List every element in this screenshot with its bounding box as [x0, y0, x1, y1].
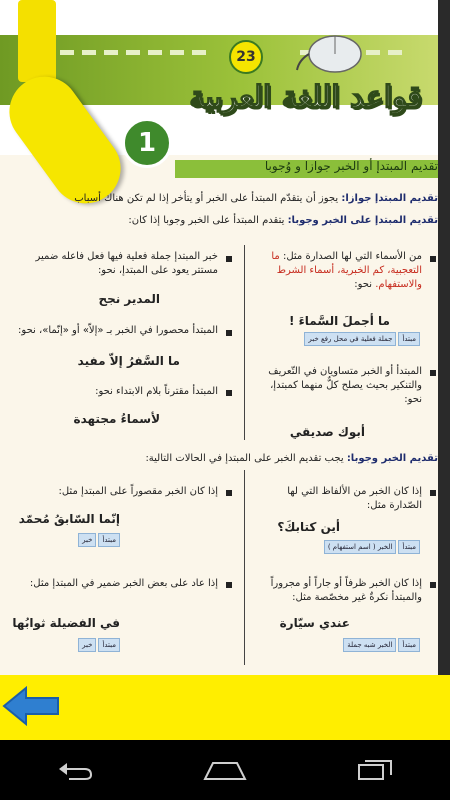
intro-line-2: [13, 214, 438, 228]
subject-left-example-3: لأسماءُ مجتهدة: [73, 412, 160, 426]
intro-line-2-label: تقديم المبتدإ على الخبر وجوبا:: [287, 215, 438, 226]
bullet: [226, 582, 232, 588]
intro-line-2-text: يتقدم المبتدأ على الخبر وجوبا إذا كان:: [128, 215, 285, 226]
predicate-left-example-2: في الفضيلة ثوابُها: [12, 616, 120, 630]
bullet: [226, 256, 232, 262]
page-edge-shadow: [438, 0, 450, 675]
predicate-right-example-1: أين كتابكَ؟: [277, 520, 340, 534]
subject-left-example-1: المدير نجح: [98, 292, 160, 306]
subject-right-example-2: أبوك صديقي: [289, 425, 365, 439]
bullet: [226, 330, 232, 336]
bullet: [226, 490, 232, 496]
nav-back-button[interactable]: [45, 750, 105, 790]
subject-left-item-3: المبتدأ مقترناً بلام الابتداء نحو:: [95, 386, 218, 397]
predicate-left-item-2: إذا عاد على بعض الخبر ضمير في المبتدإ مثل:: [29, 578, 218, 589]
nav-recents-button[interactable]: [345, 750, 405, 790]
header-banner: [0, 0, 440, 158]
back-arrow-icon[interactable]: [2, 684, 60, 728]
bullet: [430, 256, 436, 262]
nav-back-icon: [55, 759, 95, 781]
section-number-badge: 1: [122, 118, 172, 168]
yellow-tab: [18, 0, 56, 82]
nav-recents-icon: [355, 759, 395, 781]
page-title: قواعد اللغة العربية: [189, 80, 422, 115]
predicate-right-example-2: عندي سيّارة: [279, 616, 350, 630]
predicate-left-tags-1: مبتدأ خبر: [76, 533, 120, 547]
nav-home-icon: [203, 759, 247, 781]
subject-left-example-2: ما السَّفرُ إلاّ مفيد: [77, 354, 180, 368]
computer-mouse-icon: [295, 30, 365, 76]
predicate-right-tags-2: مبتدأ الخبر شبه جملة: [341, 638, 420, 652]
section-subtitle: تقديم المبتدإ أو الخبر جوازا و وُجوبا: [264, 159, 438, 173]
intro-line-1: [13, 192, 438, 206]
subject-left-item-2: المبتدأ محصورا في الخبر بـ «إلاّ» أو «إنّما»، نحو:: [18, 325, 218, 336]
subject-right-example-1: ما أجملَ السَّماءَ !: [289, 314, 390, 328]
intro-line-1-label: تقديم المبتدإ جوازا:: [341, 193, 438, 204]
predicate-heading: تقديم الخبر وجوبا: يجب تقديم الخبر على المبتدإ في الحالات التالية:: [145, 453, 438, 464]
predicate-left-item-1: إذا كان الخبر مقصوراً على المبتدإ مثل:: [58, 486, 218, 497]
bullet: [430, 582, 436, 588]
predicate-left-example-1: إنّما السّابقُ مُحمّد: [18, 512, 120, 526]
bullet: [430, 490, 436, 496]
android-navigation-bar: [0, 740, 450, 800]
subject-left-item-1: خبر المبتدإ جملة فعلية فيها فعل فاعله ضمير مستتر يعود على المبتدإ، نحو:: [35, 251, 218, 276]
subject-right-item-1: من الأسماء التي لها الصدارة مثل: ما التعجبية، كم الخبرية، أسماء الشرط والاستفهام. نحو:: [271, 251, 422, 290]
intro-line-1-text: يجوز أن يتقدّم المبتدأ على الخبر أو يتأخر إذا لم تكن هناك أسباب: [74, 193, 339, 204]
bullet: [430, 370, 436, 376]
subject-right-tags-1: مبتدأ جملة فعلية في محل رفع خبر: [302, 332, 420, 346]
predicate-left-tags-2: مبتدأ خبر: [76, 638, 120, 652]
column-divider-2: [244, 470, 245, 665]
column-divider: [244, 245, 245, 440]
lesson-badge: 23: [229, 40, 263, 74]
predicate-right-item-1: إذا كان الخبر من الألفاظ التي لها الصّدارة مثل:: [287, 486, 422, 511]
nav-home-button[interactable]: [195, 750, 255, 790]
bottom-toolbar: [0, 675, 450, 740]
subject-right-item-2: المبتدأ أو الخبر متساويان في التّعريف والتنكير بحيث يصلح كلٌّ منهما كمبتدإ، نحو:: [268, 366, 422, 405]
bullet: [226, 390, 232, 396]
predicate-right-tags-1: مبتدأ الخبر ( اسم استفهام ): [322, 540, 420, 554]
predicate-right-item-2: إذا كان الخبر ظرفاً أو جاراً أو مجروراً والمبتدأ نكرةٌ غير مخصّصة مثل:: [270, 578, 422, 603]
banner-pattern: [60, 40, 214, 46]
